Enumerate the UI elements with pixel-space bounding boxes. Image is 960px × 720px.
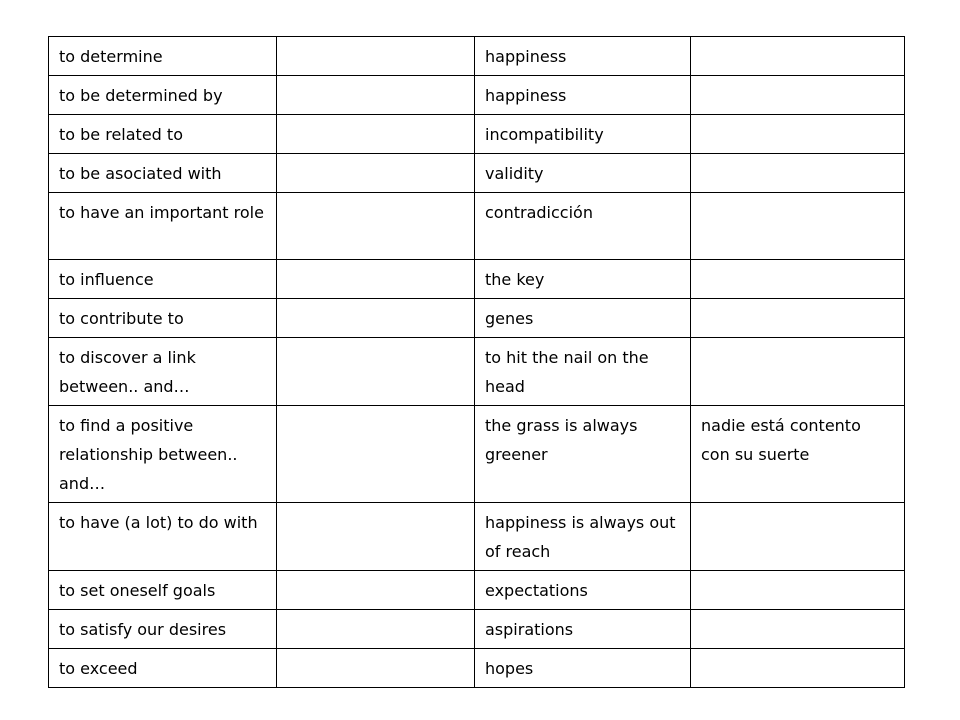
translation-cell	[691, 649, 905, 688]
table-row	[49, 503, 905, 571]
english-noun-cell: incompatibility	[475, 115, 691, 154]
translation-cell	[277, 503, 475, 571]
table-row	[49, 76, 905, 115]
english-verb-cell: to exceed	[49, 649, 277, 688]
english-noun-cell: the key	[475, 260, 691, 299]
table-row	[49, 115, 905, 154]
table-row	[49, 193, 905, 260]
table-row	[49, 571, 905, 610]
translation-cell	[691, 193, 905, 260]
table-row	[49, 260, 905, 299]
translation-cell	[691, 115, 905, 154]
english-verb-cell: to have (a lot) to do with	[49, 503, 277, 571]
translation-cell	[277, 299, 475, 338]
translation-cell	[277, 406, 475, 503]
english-noun-cell: validity	[475, 154, 691, 193]
english-verb-cell: to satisfy our desires	[49, 610, 277, 649]
english-noun-cell: to hit the nail on the head	[475, 338, 691, 406]
english-noun-cell: happiness	[475, 37, 691, 76]
translation-cell	[277, 193, 475, 260]
english-noun-cell: happiness is always out of reach	[475, 503, 691, 571]
translation-cell	[277, 37, 475, 76]
english-verb-cell: to have an important role	[49, 193, 277, 260]
translation-cell	[691, 571, 905, 610]
english-noun-cell: contradicción	[475, 193, 691, 260]
table-row	[49, 154, 905, 193]
translation-cell	[691, 76, 905, 115]
translation-cell	[691, 299, 905, 338]
translation-cell	[691, 37, 905, 76]
translation-cell	[691, 260, 905, 299]
table-row	[49, 338, 905, 406]
translation-cell: nadie está contento con su suerte	[691, 406, 905, 503]
translation-cell	[277, 338, 475, 406]
english-verb-cell: to discover a link between.. and…	[49, 338, 277, 406]
english-verb-cell: to be related to	[49, 115, 277, 154]
english-noun-cell: genes	[475, 299, 691, 338]
translation-cell	[277, 154, 475, 193]
english-noun-cell: happiness	[475, 76, 691, 115]
translation-cell	[691, 338, 905, 406]
english-verb-cell: to set oneself goals	[49, 571, 277, 610]
translation-cell	[277, 260, 475, 299]
translation-cell	[277, 76, 475, 115]
english-verb-cell: to determine	[49, 37, 277, 76]
english-noun-cell: aspirations	[475, 610, 691, 649]
english-verb-cell: to be determined by	[49, 76, 277, 115]
english-verb-cell: to be asociated with	[49, 154, 277, 193]
table-row	[49, 299, 905, 338]
vocabulary-table	[48, 36, 905, 688]
english-verb-cell: to find a positive relationship between.. and…	[49, 406, 277, 503]
translation-cell	[277, 115, 475, 154]
translation-cell	[691, 503, 905, 571]
english-verb-cell: to influence	[49, 260, 277, 299]
english-verb-cell: to contribute to	[49, 299, 277, 338]
translation-cell	[691, 154, 905, 193]
english-noun-cell: the grass is always greener	[475, 406, 691, 503]
table-row	[49, 649, 905, 688]
translation-cell	[277, 571, 475, 610]
translation-cell	[277, 610, 475, 649]
table-row	[49, 37, 905, 76]
table-row	[49, 406, 905, 503]
table-row	[49, 610, 905, 649]
translation-cell	[691, 610, 905, 649]
translation-cell	[277, 649, 475, 688]
english-noun-cell: hopes	[475, 649, 691, 688]
english-noun-cell: expectations	[475, 571, 691, 610]
